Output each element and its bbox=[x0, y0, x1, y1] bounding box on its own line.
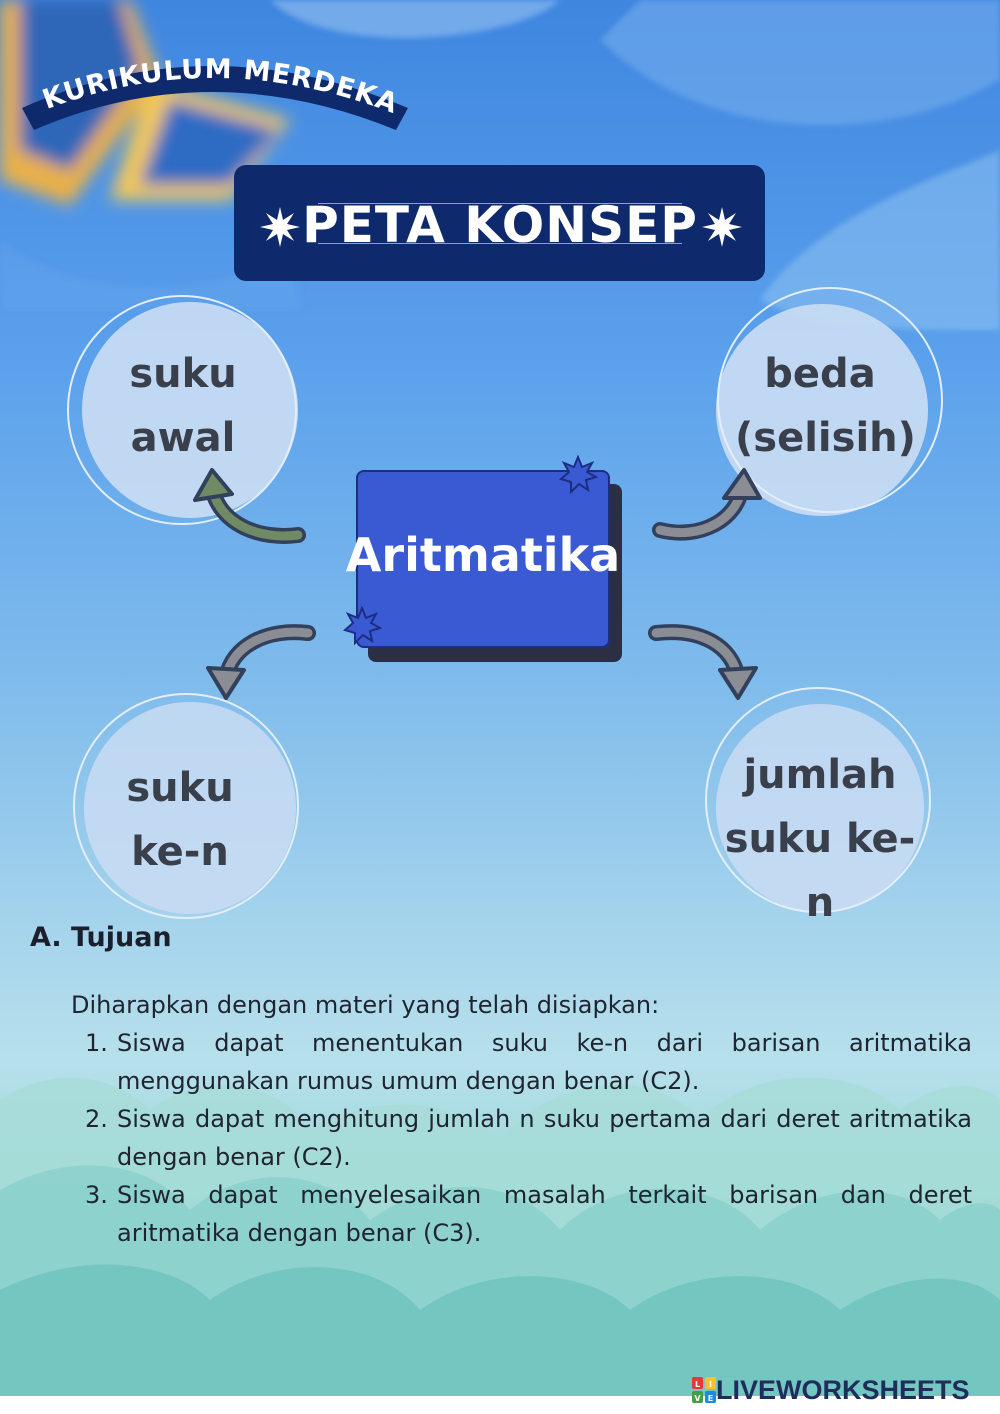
section-intro: Diharapkan dengan materi yang telah disiapkan: bbox=[71, 991, 660, 1019]
list-item bbox=[85, 1100, 972, 1176]
logo-letter-i: I bbox=[709, 1380, 712, 1389]
node-top-left-line1: suku bbox=[129, 351, 237, 397]
list-item bbox=[85, 1024, 972, 1100]
list-item-text: Siswa dapat menghitung jumlah n suku pertama dari deret aritmatika dengan benar (C2). bbox=[117, 1105, 972, 1171]
node-bottom-left bbox=[105, 756, 255, 884]
center-label: Aritmatika bbox=[345, 528, 621, 582]
arrow-to-top-right-icon bbox=[660, 470, 760, 533]
list-item-text: Siswa dapat menyelesaikan masalah terkait barisan dan deret aritmatika dengan benar (C3). bbox=[117, 1181, 972, 1247]
node-top-right bbox=[735, 342, 916, 470]
arrow-to-bottom-left-icon bbox=[208, 632, 308, 698]
logo-letter-e: E bbox=[707, 1394, 714, 1403]
node-top-left bbox=[108, 342, 258, 470]
node-top-left-line2: awal bbox=[130, 415, 236, 461]
node-bottom-right-line2: suku ke-n bbox=[724, 816, 916, 926]
list-item-number: 3. bbox=[85, 1181, 108, 1209]
node-top-right-line2: (selisih) bbox=[735, 415, 916, 461]
node-bottom-right bbox=[715, 743, 925, 935]
star-icon-top bbox=[558, 455, 598, 495]
node-bottom-left-line1: suku bbox=[126, 765, 234, 811]
liveworksheets-logo-icon bbox=[692, 1377, 716, 1403]
badge-text: KURIKULUM MERDEKA bbox=[38, 53, 403, 121]
brand-text: LIVEWORKSHEETS bbox=[716, 1374, 970, 1405]
node-bottom-right-line1: jumlah bbox=[743, 752, 897, 798]
arrow-to-bottom-right-icon bbox=[656, 632, 756, 698]
logo-letter-v: V bbox=[694, 1394, 701, 1403]
logo-letter-l: L bbox=[694, 1380, 701, 1389]
list-item-text: Siswa dapat menentukan suku ke-n dari barisan aritmatika menggunakan rumus umum dengan benar (C2). bbox=[117, 1029, 972, 1095]
page-title: PETA KONSEP bbox=[302, 196, 698, 254]
section-heading: A. Tujuan bbox=[30, 922, 172, 953]
list-item bbox=[85, 1176, 972, 1252]
list-item-number: 1. bbox=[85, 1029, 108, 1057]
list-item-number: 2. bbox=[85, 1105, 108, 1133]
brand-logo[interactable] bbox=[692, 1373, 970, 1407]
star-icon-bottom bbox=[342, 606, 382, 646]
node-top-right-line1: beda bbox=[764, 351, 876, 397]
objectives-list bbox=[85, 1024, 972, 1252]
node-bottom-left-line2: ke-n bbox=[131, 829, 229, 875]
